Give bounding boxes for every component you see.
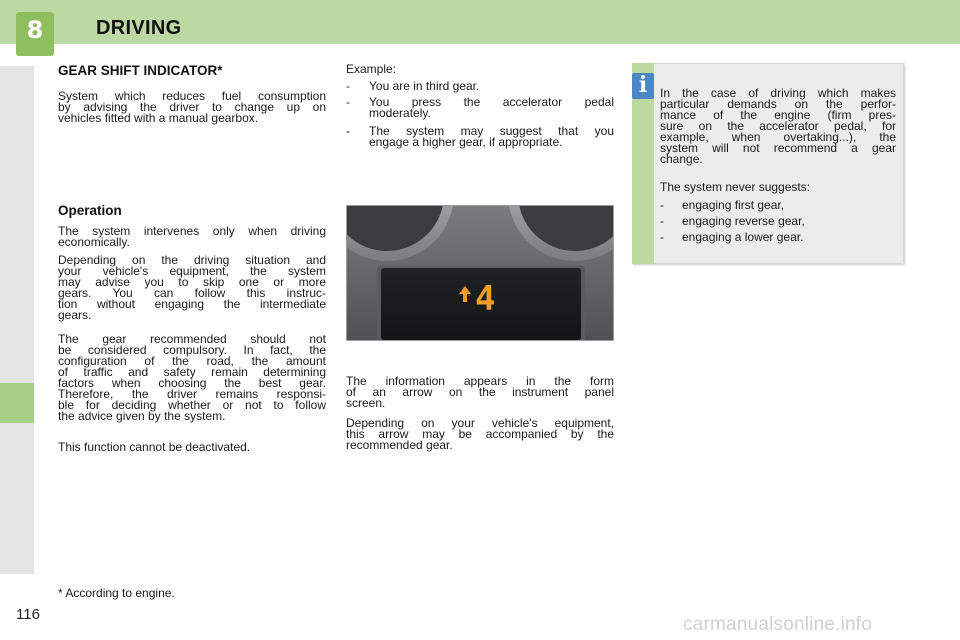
operation-paragraph-1 (58, 226, 326, 248)
text-line: System which reduces fuel consumption (58, 89, 326, 103)
list-dash: - (660, 198, 664, 212)
text-line: gears. (58, 308, 92, 322)
instrument-panel-image (346, 205, 614, 341)
text-line: sure on the accelerator pedal, for (660, 119, 896, 133)
text-line: gears. You can follow this instruc- (58, 286, 326, 300)
instrument-panel-illustration (347, 206, 614, 341)
text-line: moderately. (369, 106, 431, 120)
text-line: example, when overtaking...), the (660, 130, 896, 144)
text-line: system will not recommend a gear (660, 141, 896, 155)
example-step (346, 81, 614, 93)
operation-paragraph-4: This function cannot be deactivated. (58, 440, 251, 454)
text-line: tion without engaging the intermediate (58, 297, 326, 311)
text-line: recommended gear. (346, 438, 453, 452)
step-dash: - (346, 95, 350, 109)
side-strip (0, 66, 34, 574)
text-line: mance of the engine (firm pres- (660, 108, 896, 122)
text-line: particular demands on the perfor- (660, 97, 896, 111)
section-heading: GEAR SHIFT INDICATOR* (58, 63, 223, 78)
text-line: configuration of the road, the amount (58, 354, 326, 368)
text-line: You are in third gear. (369, 79, 480, 93)
operation-heading: Operation (58, 203, 122, 218)
info-box-list-item (660, 232, 896, 244)
page-number: 116 (16, 606, 40, 623)
step-text (369, 81, 614, 92)
text-line: The information appears in the form (346, 374, 614, 388)
info-box-list-item (660, 216, 896, 228)
text-line: be considered compulsory. In fact, the (58, 343, 326, 357)
text-line: engage a higher gear, if appropriate. (369, 135, 563, 149)
text-line: Depending on your vehicle's equipment, (346, 416, 614, 430)
text-line: the advice given by the system. (58, 409, 226, 423)
text-line: Depending on the driving situation and (58, 253, 326, 267)
text-line: this arrow may be accompanied by the (346, 427, 614, 441)
text-line: The system may suggest that you (369, 124, 614, 138)
text-line: change. (660, 152, 703, 166)
text-line: economically. (58, 235, 130, 249)
text-line: In the case of driving which makes (660, 86, 896, 100)
text-line: may advise you to skip one or more (58, 275, 326, 289)
intro-paragraph (58, 91, 326, 124)
info-icon-letter: i (638, 72, 648, 98)
text-line: of traffic and safety remain determining (58, 365, 326, 379)
info-box-paragraph-1 (660, 88, 896, 165)
text-line: The gear recommended should not (58, 332, 326, 346)
text-line: of an arrow on the instrument panel (346, 385, 614, 399)
info-paragraph-1 (346, 376, 614, 409)
watermark: carmanualsonline.info (683, 614, 873, 635)
operation-paragraph-2 (58, 255, 326, 321)
text-line: factors when choosing the best gear. (58, 376, 326, 390)
list-dash: - (660, 230, 664, 244)
step-dash: - (346, 124, 350, 138)
text-line: by advising the driver to change up on (58, 100, 326, 114)
step-text (369, 126, 614, 148)
text-line: screen. (346, 396, 386, 410)
list-dash: - (660, 214, 664, 228)
recommended-gear-digit: 4 (475, 279, 496, 319)
example-step (346, 97, 614, 121)
footnote: * According to engine. (58, 586, 175, 600)
list-text: engaging reverse gear, (682, 214, 805, 228)
chapter-number: 8 (26, 16, 44, 44)
text-line: You press the accelerator pedal (369, 95, 614, 109)
text-line: ble for deciding whether or not to follow (58, 398, 326, 412)
example-step (346, 126, 614, 150)
side-chapter-marker (0, 383, 34, 423)
list-text: engaging first gear, (682, 198, 785, 212)
list-text: engaging a lower gear. (682, 230, 804, 244)
page-title: DRIVING (96, 17, 182, 39)
info-paragraph-2 (346, 418, 614, 451)
text-line: your vehicle's equipment, the system (58, 264, 326, 278)
text-line: The system intervenes only when driving (58, 224, 326, 238)
step-dash: - (346, 79, 350, 93)
text-line: vehicles fitted with a manual gearbox. (58, 111, 259, 125)
text-line: Therefore, the driver remains responsi- (58, 387, 326, 401)
info-box-paragraph-2: The system never suggests: (660, 180, 811, 194)
info-box-list-item (660, 200, 896, 212)
example-label: Example: (346, 62, 397, 76)
step-text (369, 97, 614, 119)
operation-paragraph-3 (58, 334, 326, 422)
